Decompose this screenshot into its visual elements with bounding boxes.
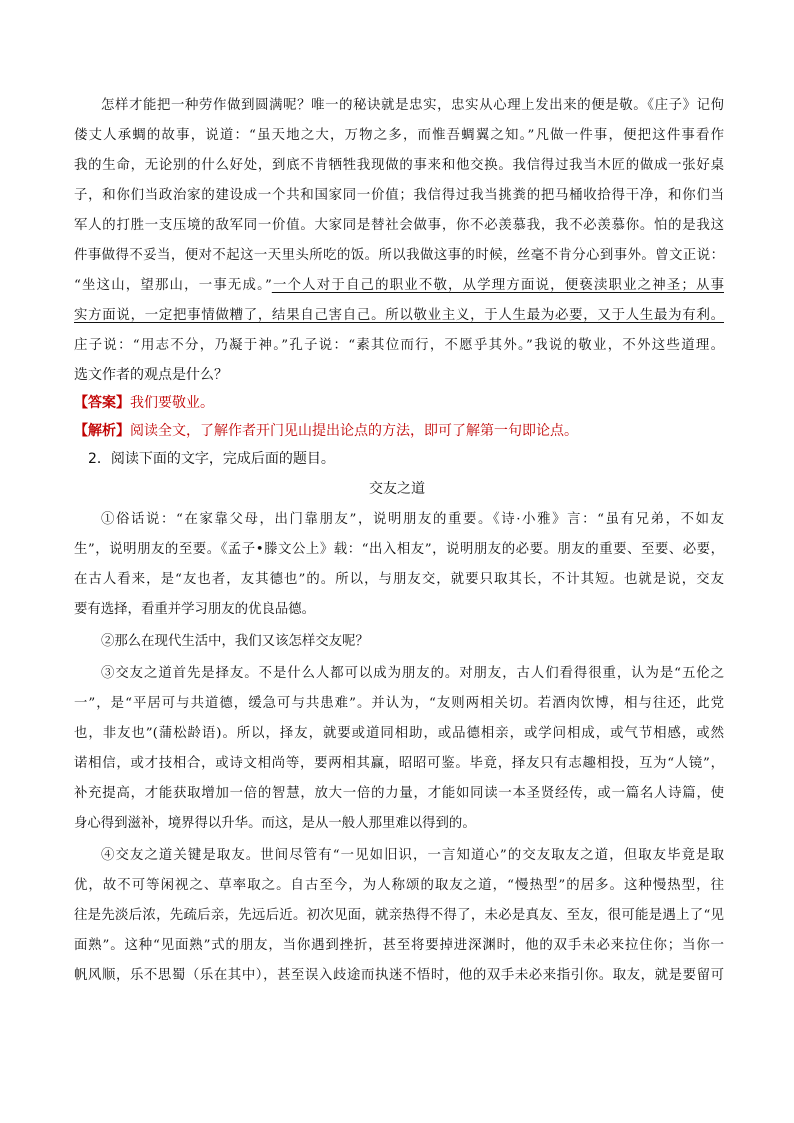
passage-2-line: ③交友之道首先是择友。不是什么人都可以成为朋友的。对朋友，古人们看得很重，认为是“五伦之	[101, 666, 724, 681]
passage-2-line: 也，非友也”(蒲松龄语)。所以，择友，就要或道同相助，或品德相亲，或学问相成，或气节相感，或然	[74, 726, 724, 741]
analysis-text: 阅读全文，了解作者开门见山提出论点的方法，即可了解第一句即论点。	[130, 423, 578, 439]
analysis-tag: 【解析】	[74, 423, 130, 439]
question-1: 选文作者的观点是什么？	[74, 367, 228, 383]
analysis	[74, 420, 724, 442]
passage-1-line: 件事做得不妥当，便对不起这一天里头所吃的饭。所以我做这事的时候，丝毫不肯分心到事外。曾文正说：	[74, 248, 724, 263]
passage-2-line: 优，故不可等闲视之、草率取之。自古至今，为人称颂的取友之道，“慢热型”的居多。这种慢热型，往	[74, 878, 724, 893]
passage-2-line: ④交友之道关键是取友。世间尽管有“一见如旧识，一言知道心”的交友取友之道，但取友毕竟是取	[101, 848, 724, 863]
passage-1-line: 庄子说：“用志不分，乃凝于神。”孔子说：“素其位而行，不愿乎其外。”我说的敬业，不外这些道理。	[74, 338, 724, 353]
underlined-sentence: 一个人对于自己的职业不敬，从学理方面说，便亵渎职业之神圣；从事	[271, 278, 724, 293]
passage-1-line	[74, 306, 724, 326]
passage-2-line: 在古人看来，是“友也者，友其德也”的。所以，与朋友交，就要只取其长，不计其短。也就是说，交友	[74, 572, 724, 587]
passage-1-line	[74, 276, 724, 296]
passage-1-line: 怎样才能把一种劳作做到圆满呢？唯一的秘诀就是忠实，忠实从心理上发出来的便是敬。《庄子》记佝	[101, 98, 724, 113]
answer	[74, 392, 724, 414]
passage-1-line: 子，和你们当政治家的建设成一个共和国家同一价值；我信得过我当挑粪的把马桶收拾得干净，和你们当	[74, 188, 724, 203]
passage-2-line: 往是先淡后浓，先疏后亲，先远后近。初次见面，就亲热得不得了，未必是真友、至友，很可能是遇上了“见	[74, 908, 724, 923]
question-2: 2．阅读下面的文字，完成后面的题目。	[88, 451, 335, 467]
passage-2-line: 面熟”。这种“见面熟”式的朋友，当你遇到挫折，甚至将要掉进深渊时，他的双手未必来拉住你；当你一	[74, 938, 724, 953]
passage-2-line: 诺相信，或才技相合，或诗文相尚等，要两相其赢，昭昭可鉴。毕竟，择友只有志趣相投，互为“人镜”，	[74, 756, 724, 771]
passage-2-line: ①俗话说：“在家靠父母，出门靠朋友”，说明朋友的重要。《诗·小雅》言：“虽有兄弟，不如友	[101, 512, 724, 527]
passage-2-line: 要有选择，看重并学习朋友的优良品德。	[74, 602, 316, 617]
passage-1-line: 偻丈人承蜩的故事，说道：“虽天地之大，万物之多，而惟吾蜩翼之知。”凡做一件事，便把这件事看作	[74, 128, 724, 143]
passage-2-line: 帆风顺，乐不思蜀（乐在其中），甚至误入歧途而执迷不悟时，他的双手未必来指引你。取友，就是要留可	[74, 968, 724, 983]
answer-tag: 【答案】	[74, 395, 130, 411]
passage-2-line: 身心得到滋补，境界得以升华。而这，是从一般人那里难以得到的。	[74, 816, 476, 831]
quote-text: “坐这山，望那山，一事无成。”	[74, 278, 272, 293]
passage-1-line: 军人的打胜一支压境的敌军同一价值。大家同是替社会做事，你不必羡慕我，我不必羡慕你。怕的是我这	[74, 218, 724, 233]
passage-2-title: 交友之道	[369, 481, 425, 497]
passage-2-line: 一”，是“平居可与共道德，缓急可与共患难”。并认为，“友则两相关切。若酒肉饮博，相与往还，此党	[74, 696, 724, 711]
underlined-sentence: 实方面说，一定把事情做糟了，结果自己害自己。所以敬业主义，于人生最为必要，又于人生最为有利。	[74, 308, 724, 323]
passage-2-line: 生”，说明朋友的至要。《孟子•滕文公上》载：“出入相友”，说明朋友的必要。朋友的重要、至要、必要，	[74, 542, 724, 557]
answer-text: 我们要敬业。	[130, 395, 214, 411]
passage-2-line: ②那么在现代生活中，我们又该怎样交友呢？	[101, 634, 369, 649]
passage-1-line: 我的生命，无论别的什么好处，到底不肯牺牲我现做的事来和他交换。我信得过我当木匠的做成一张好桌	[74, 158, 724, 173]
passage-2-line: 补充提高，才能获取增加一倍的智慧，放大一倍的力量，才能如同读一本圣贤经传，或一篇名人诗篇，使	[74, 786, 724, 801]
